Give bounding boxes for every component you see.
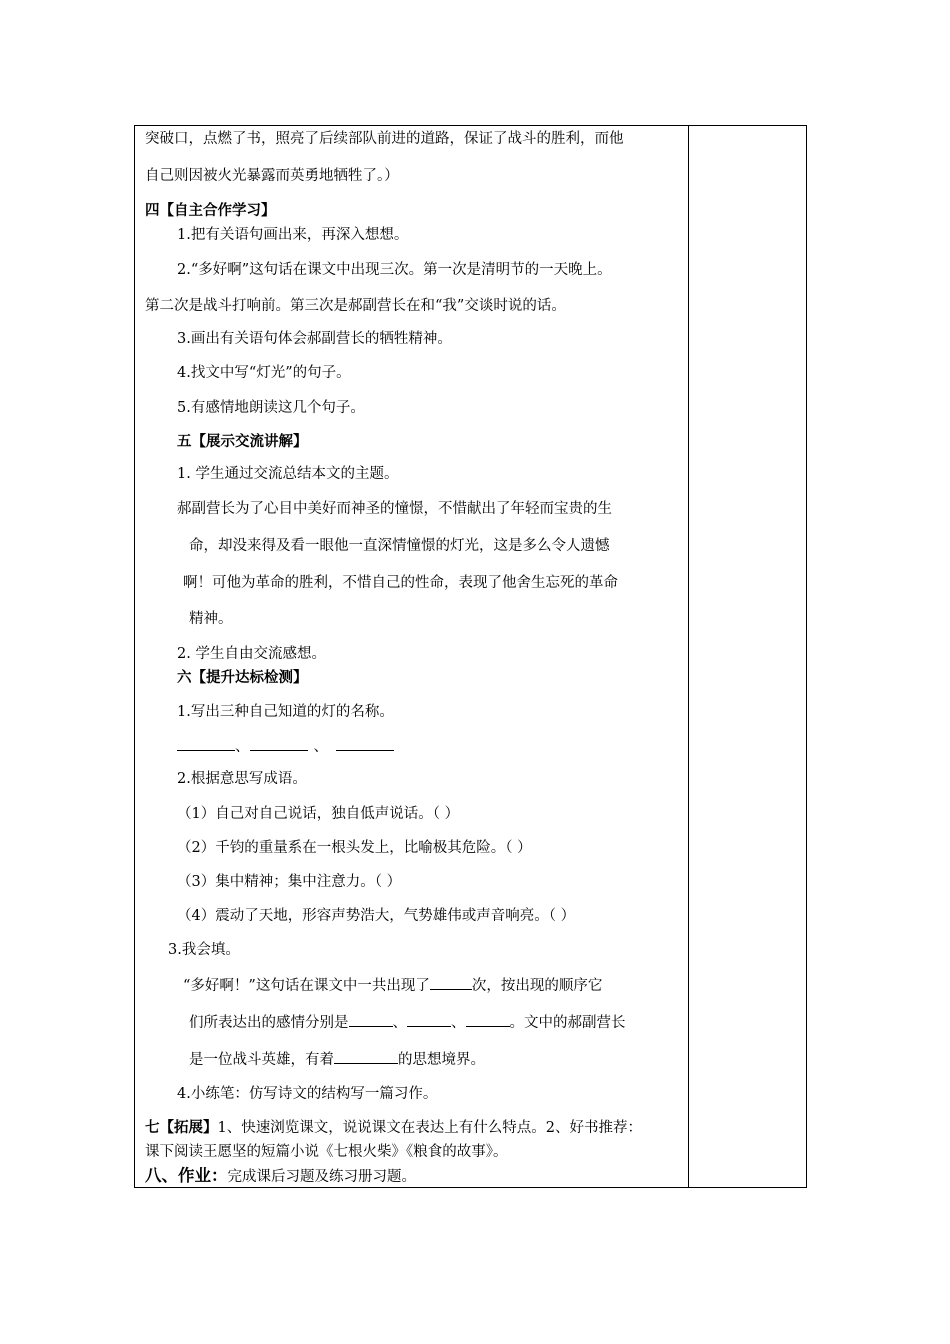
s4-item-2a: 2.“多好啊”这句话在课文中出现三次。第一次是清明节的一天晚上。	[177, 262, 612, 278]
s6-blank-row	[177, 736, 394, 757]
s5-paragraph-line-1: 郝副营长为了心目中美好而神圣的憧憬，不惜献出了年轻而宝贵的生	[177, 501, 612, 517]
s6-item-1: 1.写出三种自己知道的灯的名称。	[177, 704, 394, 720]
section-7-line-2: 课下阅读王愿坚的短篇小说《七根火柴》《粮食的故事》。	[145, 1144, 508, 1160]
answer-blank[interactable]	[250, 736, 308, 751]
separator: 、	[313, 739, 328, 755]
s4-item-5: 5.有感情地朗读这几个句子。	[177, 400, 365, 416]
s6-item-2-2: （2）千钧的重量系在一根头发上，比喻极其危险。（ ）	[177, 840, 532, 856]
column-divider	[688, 126, 689, 1187]
section-8-line: 八、作业：完成课后习题及练习册习题。	[145, 1166, 416, 1185]
answer-blank[interactable]	[407, 1012, 451, 1027]
s5-item-1: 1. 学生通过交流总结本文的主题。	[177, 466, 399, 482]
s6-item-3: 3.我会填。	[168, 942, 240, 958]
answer-blank[interactable]	[430, 975, 472, 990]
s4-item-3: 3.画出有关语句体会郝副营长的牺牲精神。	[177, 331, 452, 347]
section-6-heading: 六【提升达标检测】	[177, 669, 308, 686]
s5-paragraph-line-2: 命，却没来得及看一眼他一直深情憧憬的灯光，这是多么令人遗憾	[189, 538, 610, 554]
s6-fill-line-2: 们所表达出的感情分别是 、 、 。文中的郝副营长	[189, 1012, 626, 1033]
s6-item-2-3: （3）集中精神；集中注意力。（ ）	[177, 874, 402, 890]
answer-blank[interactable]	[336, 736, 394, 751]
s4-item-1: 1.把有关语句画出来，再深入想想。	[177, 227, 409, 243]
s6-item-2-1: （1）自己对自己说话，独自低声说话。（ ）	[177, 806, 460, 822]
s5-item-2: 2. 学生自由交流感想。	[177, 646, 326, 662]
section-5-heading: 五【展示交流讲解】	[177, 433, 308, 450]
s6-item-2: 2.根据意思写成语。	[177, 771, 307, 787]
answer-blank[interactable]	[334, 1049, 398, 1064]
s4-item-4: 4.找文中写“灯光”的句子。	[177, 365, 351, 381]
answer-blank[interactable]	[466, 1012, 510, 1027]
separator: 、	[235, 739, 250, 755]
answer-blank[interactable]	[177, 736, 235, 751]
s6-fill-line-3: 是一位战斗英雄，有着 的思想境界。	[189, 1049, 485, 1070]
section-7-line-1: 七【拓展】1、快速浏览课文，说说课文在表达上有什么特点。2、好书推荐：	[145, 1119, 642, 1136]
s6-fill-line-1: “多好啊！”这句话在课文中一共出现了 次，按出现的顺序它	[183, 975, 602, 996]
s4-item-2b: 第二次是战斗打响前。第三次是郝副营长在和“我”交谈时说的话。	[145, 298, 566, 314]
section-4-heading: 四【自主合作学习】	[145, 202, 276, 219]
answer-blank[interactable]	[349, 1012, 393, 1027]
section-8-heading: 八、作业：	[145, 1166, 228, 1185]
s6-item-2-4: （4）震动了天地，形容声势浩大，气势雄伟或声音响亮。（ ）	[177, 908, 576, 924]
intro-line-1: 突破口，点燃了书，照亮了后续部队前进的道路，保证了战斗的胜利，而他	[145, 131, 624, 147]
intro-line-2: 自己则因被火光暴露而英勇地牺牲了。）	[145, 168, 399, 184]
section-7-heading: 七【拓展】	[145, 1119, 218, 1136]
s6-item-4: 4.小练笔：仿写诗文的结构写一篇习作。	[177, 1086, 438, 1102]
s5-paragraph-line-4: 精神。	[189, 611, 233, 627]
s5-paragraph-line-3: 啊！可他为革命的胜利，不惜自己的性命，表现了他舍生忘死的革命	[183, 575, 618, 591]
lesson-table	[134, 125, 807, 1188]
